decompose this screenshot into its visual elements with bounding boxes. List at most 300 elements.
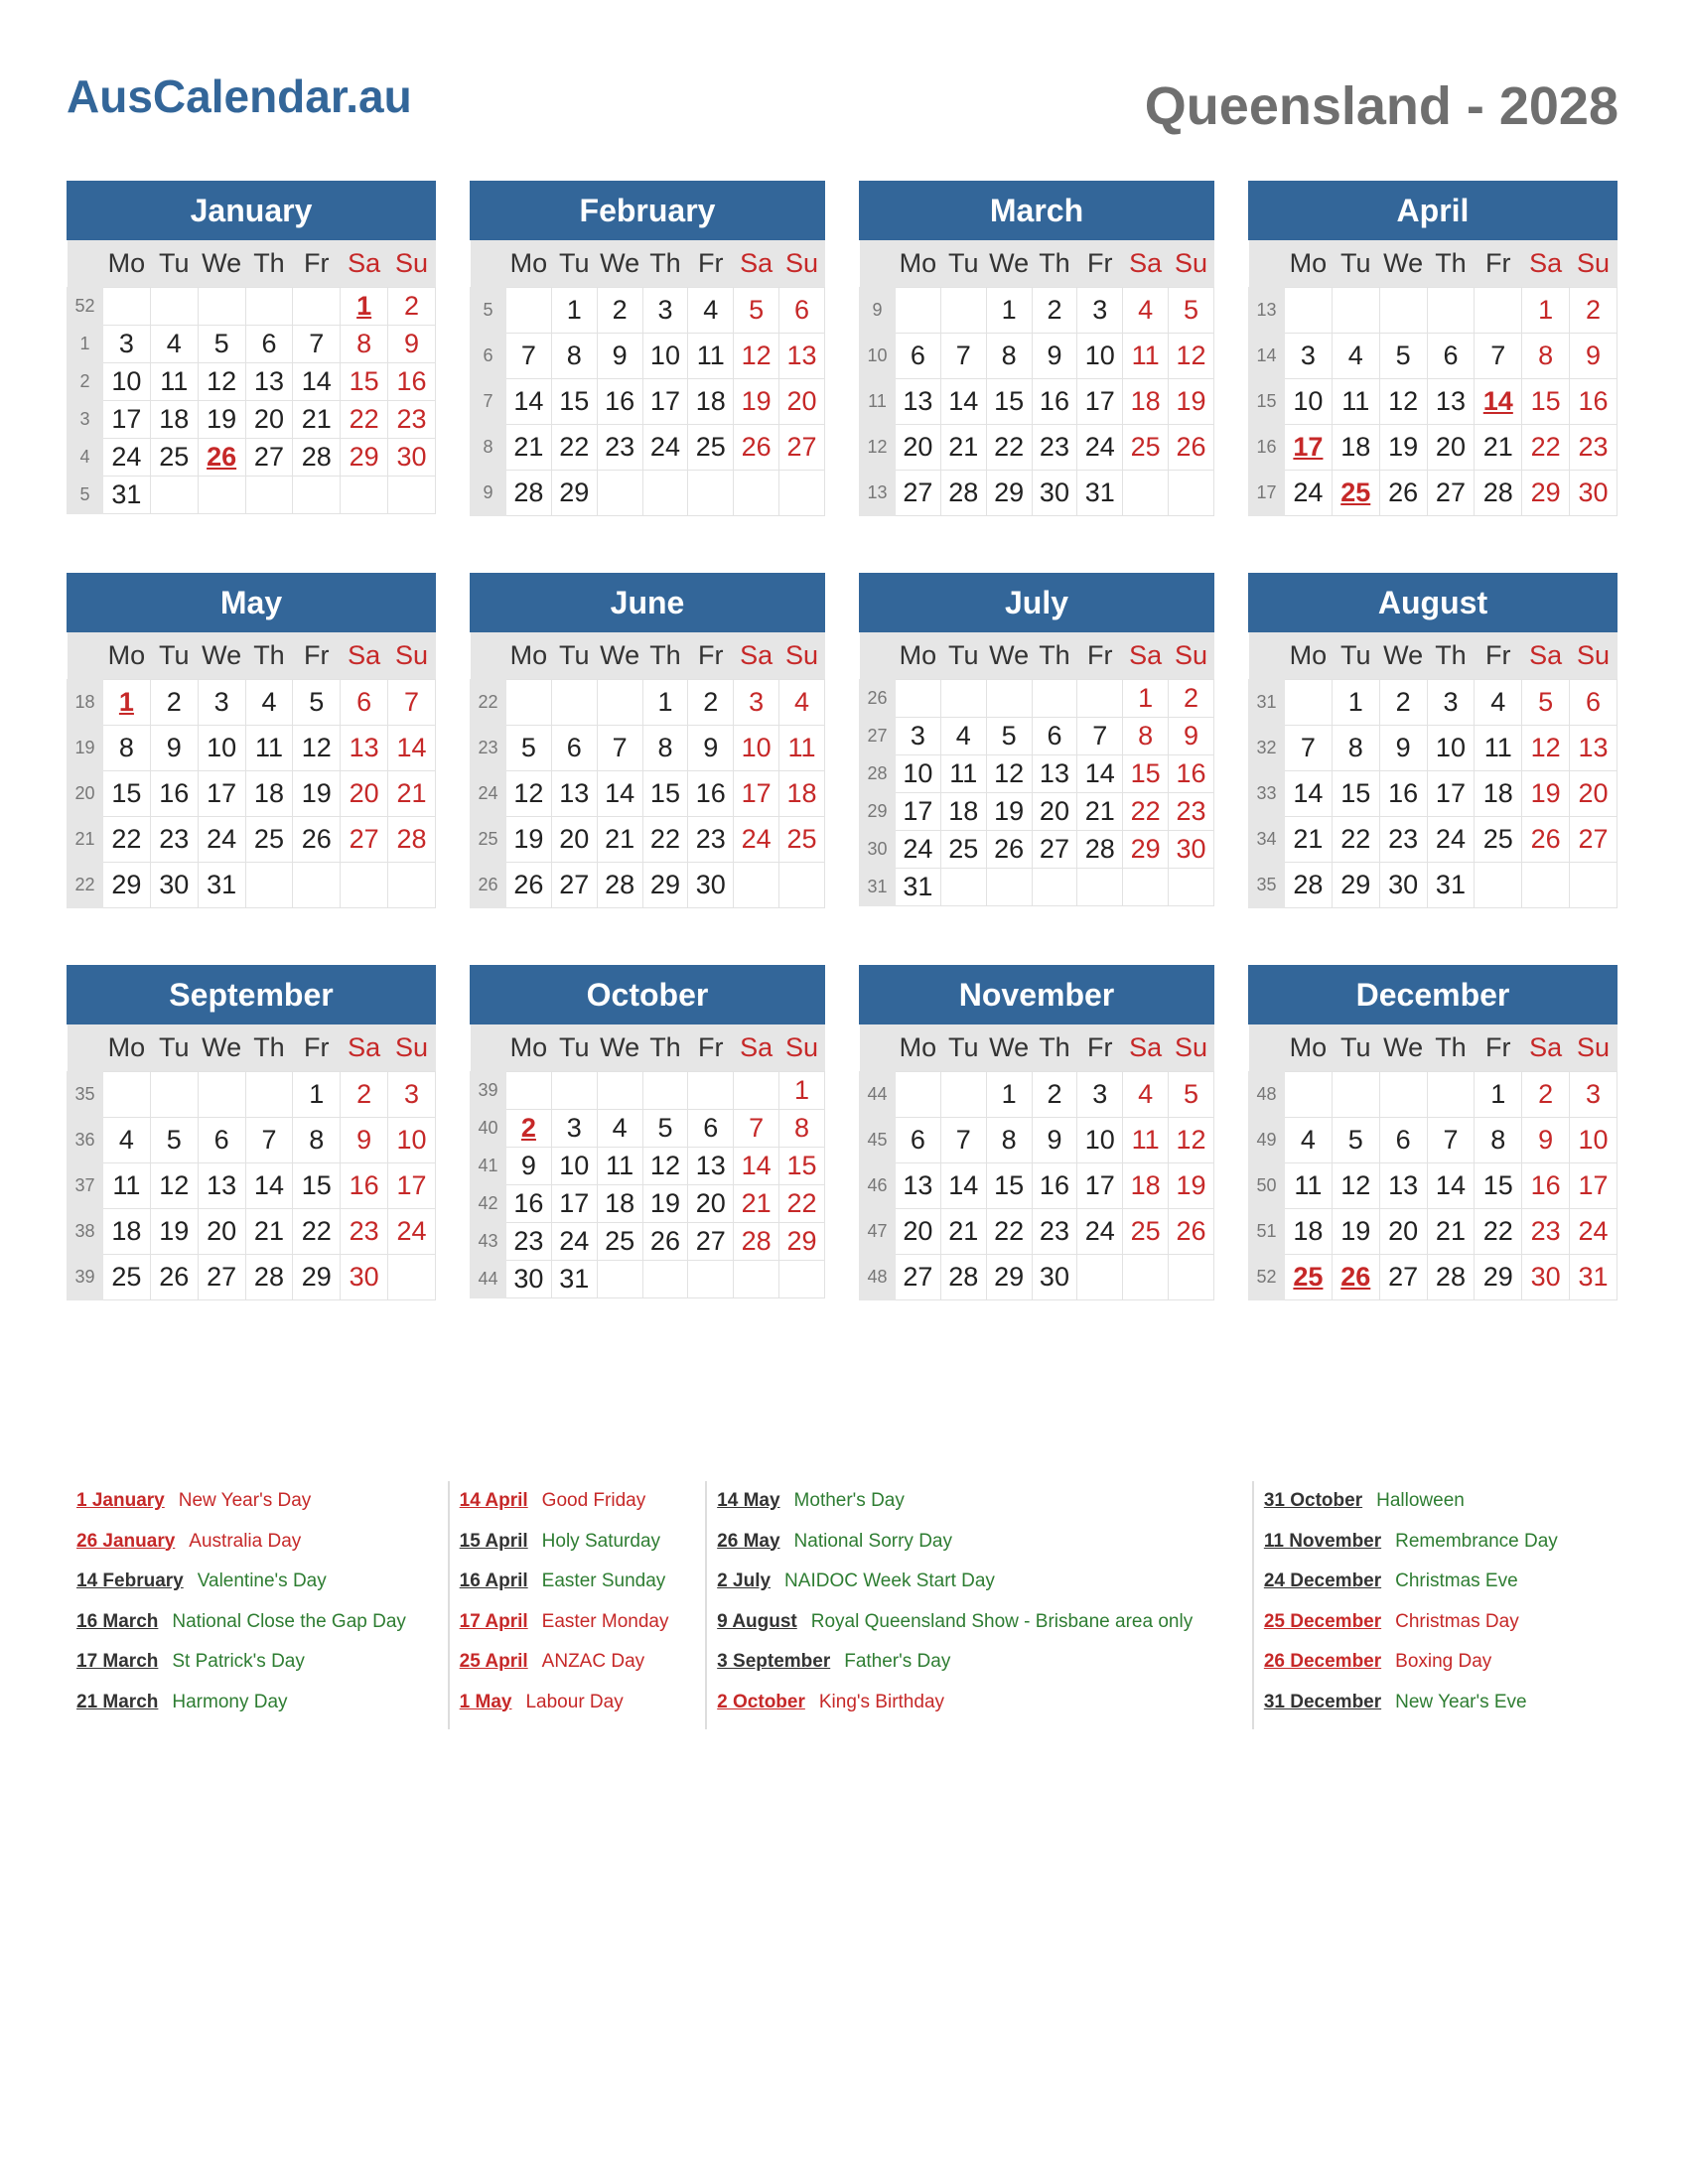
day-cell[interactable]: 27: [896, 1255, 941, 1300]
day-cell[interactable]: 28: [734, 1223, 779, 1261]
day-cell[interactable]: 3: [1285, 334, 1333, 379]
day-cell[interactable]: 9: [1379, 726, 1427, 771]
day-cell[interactable]: 7: [597, 726, 642, 771]
day-cell[interactable]: 14: [1077, 755, 1123, 793]
day-cell[interactable]: 16: [1169, 755, 1214, 793]
day-cell[interactable]: 8: [293, 1118, 341, 1163]
day-cell[interactable]: 30: [1379, 863, 1427, 908]
day-cell[interactable]: 27: [551, 863, 597, 908]
day-cell[interactable]: 8: [986, 334, 1032, 379]
day-cell[interactable]: 13: [198, 1163, 245, 1209]
day-cell[interactable]: 12: [150, 1163, 198, 1209]
day-cell[interactable]: 3: [198, 680, 245, 726]
day-cell[interactable]: 13: [1427, 379, 1475, 425]
day-cell[interactable]: 17: [103, 401, 151, 439]
day-cell[interactable]: 6: [1570, 680, 1618, 726]
day-cell[interactable]: 17: [551, 1185, 597, 1223]
day-cell[interactable]: 10: [1077, 1118, 1123, 1163]
day-cell[interactable]: 26: [986, 831, 1032, 869]
day-cell[interactable]: 30: [388, 439, 436, 477]
day-cell[interactable]: 30: [506, 1261, 552, 1298]
day-cell[interactable]: 19: [198, 401, 245, 439]
day-cell[interactable]: 11: [1285, 1163, 1333, 1209]
day-cell[interactable]: 26: [1169, 1209, 1214, 1255]
day-cell[interactable]: 16: [597, 379, 642, 425]
day-cell[interactable]: 19: [1522, 771, 1570, 817]
day-cell[interactable]: 24: [896, 831, 941, 869]
day-cell[interactable]: 22: [986, 1209, 1032, 1255]
day-cell[interactable]: 1: [1123, 680, 1169, 718]
day-cell[interactable]: 30: [341, 1255, 388, 1300]
day-cell[interactable]: 20: [779, 379, 825, 425]
day-cell[interactable]: 30: [150, 863, 198, 908]
day-cell[interactable]: 14: [245, 1163, 293, 1209]
day-cell[interactable]: 3: [734, 680, 779, 726]
day-cell[interactable]: 15: [103, 771, 151, 817]
day-cell[interactable]: 7: [293, 326, 341, 363]
day-cell[interactable]: 29: [986, 471, 1032, 516]
day-cell[interactable]: 3: [551, 1110, 597, 1148]
day-cell[interactable]: 7: [940, 334, 986, 379]
legend-date[interactable]: 1 May: [459, 1691, 512, 1712]
day-cell[interactable]: 19: [986, 793, 1032, 831]
holiday-day-cell[interactable]: 2: [506, 1110, 552, 1148]
day-cell[interactable]: 6: [779, 288, 825, 334]
day-cell[interactable]: 23: [150, 817, 198, 863]
day-cell[interactable]: 6: [1032, 718, 1077, 755]
day-cell[interactable]: 28: [293, 439, 341, 477]
day-cell[interactable]: 3: [388, 1072, 436, 1118]
day-cell[interactable]: 15: [986, 1163, 1032, 1209]
legend-date[interactable]: 24 December: [1263, 1570, 1382, 1591]
day-cell[interactable]: 10: [734, 726, 779, 771]
day-cell[interactable]: 20: [1032, 793, 1077, 831]
day-cell[interactable]: 6: [688, 1110, 734, 1148]
day-cell[interactable]: 9: [1032, 1118, 1077, 1163]
day-cell[interactable]: 10: [896, 755, 941, 793]
day-cell[interactable]: 7: [1285, 726, 1333, 771]
day-cell[interactable]: 6: [341, 680, 388, 726]
day-cell[interactable]: 31: [896, 869, 941, 906]
day-cell[interactable]: 14: [597, 771, 642, 817]
day-cell[interactable]: 2: [150, 680, 198, 726]
day-cell[interactable]: 5: [1522, 680, 1570, 726]
day-cell[interactable]: 2: [1032, 1072, 1077, 1118]
day-cell[interactable]: 2: [1169, 680, 1214, 718]
day-cell[interactable]: 12: [1169, 334, 1214, 379]
day-cell[interactable]: 21: [388, 771, 436, 817]
day-cell[interactable]: 7: [388, 680, 436, 726]
legend-date[interactable]: 14 May: [717, 1490, 780, 1511]
day-cell[interactable]: 7: [1427, 1118, 1475, 1163]
legend-date[interactable]: 25 April: [459, 1651, 528, 1672]
day-cell[interactable]: 17: [198, 771, 245, 817]
day-cell[interactable]: 7: [940, 1118, 986, 1163]
day-cell[interactable]: 24: [642, 425, 688, 471]
day-cell[interactable]: 8: [642, 726, 688, 771]
day-cell[interactable]: 5: [1332, 1118, 1379, 1163]
day-cell[interactable]: 19: [1169, 379, 1214, 425]
day-cell[interactable]: 16: [1032, 1163, 1077, 1209]
day-cell[interactable]: 1: [1475, 1072, 1522, 1118]
day-cell[interactable]: 18: [1123, 379, 1169, 425]
day-cell[interactable]: 27: [779, 425, 825, 471]
day-cell[interactable]: 15: [551, 379, 597, 425]
day-cell[interactable]: 20: [551, 817, 597, 863]
day-cell[interactable]: 2: [597, 288, 642, 334]
day-cell[interactable]: 5: [1169, 1072, 1214, 1118]
day-cell[interactable]: 24: [1077, 1209, 1123, 1255]
day-cell[interactable]: 13: [1379, 1163, 1427, 1209]
day-cell[interactable]: 8: [1123, 718, 1169, 755]
day-cell[interactable]: 31: [1570, 1255, 1618, 1300]
day-cell[interactable]: 20: [896, 1209, 941, 1255]
holiday-day-cell[interactable]: 25: [1332, 471, 1379, 516]
day-cell[interactable]: 19: [1332, 1209, 1379, 1255]
day-cell[interactable]: 11: [688, 334, 734, 379]
day-cell[interactable]: 6: [551, 726, 597, 771]
day-cell[interactable]: 21: [940, 1209, 986, 1255]
day-cell[interactable]: 21: [1285, 817, 1333, 863]
day-cell[interactable]: 21: [1475, 425, 1522, 471]
day-cell[interactable]: 4: [940, 718, 986, 755]
day-cell[interactable]: 10: [103, 363, 151, 401]
day-cell[interactable]: 3: [1077, 1072, 1123, 1118]
day-cell[interactable]: 19: [1169, 1163, 1214, 1209]
day-cell[interactable]: 12: [198, 363, 245, 401]
day-cell[interactable]: 5: [506, 726, 552, 771]
day-cell[interactable]: 27: [896, 471, 941, 516]
day-cell[interactable]: 24: [1570, 1209, 1618, 1255]
day-cell[interactable]: 15: [1475, 1163, 1522, 1209]
day-cell[interactable]: 25: [1123, 1209, 1169, 1255]
day-cell[interactable]: 7: [1475, 334, 1522, 379]
day-cell[interactable]: 12: [1522, 726, 1570, 771]
day-cell[interactable]: 20: [1427, 425, 1475, 471]
day-cell[interactable]: 24: [1427, 817, 1475, 863]
day-cell[interactable]: 26: [642, 1223, 688, 1261]
day-cell[interactable]: 18: [1123, 1163, 1169, 1209]
day-cell[interactable]: 21: [293, 401, 341, 439]
day-cell[interactable]: 29: [551, 471, 597, 516]
legend-date[interactable]: 17 March: [76, 1651, 159, 1672]
day-cell[interactable]: 12: [642, 1148, 688, 1185]
legend-date[interactable]: 31 December: [1263, 1691, 1382, 1712]
day-cell[interactable]: 25: [1123, 425, 1169, 471]
day-cell[interactable]: 15: [986, 379, 1032, 425]
day-cell[interactable]: 2: [1522, 1072, 1570, 1118]
day-cell[interactable]: 16: [388, 363, 436, 401]
day-cell[interactable]: 4: [779, 680, 825, 726]
day-cell[interactable]: 25: [940, 831, 986, 869]
day-cell[interactable]: 3: [896, 718, 941, 755]
legend-date[interactable]: 14 February: [76, 1570, 184, 1591]
day-cell[interactable]: 8: [1475, 1118, 1522, 1163]
day-cell[interactable]: 18: [597, 1185, 642, 1223]
day-cell[interactable]: 11: [1332, 379, 1379, 425]
legend-date[interactable]: 17 April: [459, 1610, 528, 1632]
day-cell[interactable]: 23: [1032, 425, 1077, 471]
day-cell[interactable]: 24: [734, 817, 779, 863]
day-cell[interactable]: 5: [198, 326, 245, 363]
day-cell[interactable]: 9: [1169, 718, 1214, 755]
day-cell[interactable]: 28: [597, 863, 642, 908]
day-cell[interactable]: 15: [293, 1163, 341, 1209]
day-cell[interactable]: 31: [1077, 471, 1123, 516]
day-cell[interactable]: 28: [506, 471, 552, 516]
day-cell[interactable]: 24: [198, 817, 245, 863]
day-cell[interactable]: 4: [688, 288, 734, 334]
day-cell[interactable]: 30: [1522, 1255, 1570, 1300]
day-cell[interactable]: 25: [1475, 817, 1522, 863]
day-cell[interactable]: 23: [1169, 793, 1214, 831]
day-cell[interactable]: 2: [388, 288, 436, 326]
day-cell[interactable]: 31: [551, 1261, 597, 1298]
day-cell[interactable]: 27: [1032, 831, 1077, 869]
day-cell[interactable]: 29: [642, 863, 688, 908]
site-logo[interactable]: AusCalendar.au: [67, 70, 412, 122]
day-cell[interactable]: 30: [1169, 831, 1214, 869]
day-cell[interactable]: 9: [388, 326, 436, 363]
day-cell[interactable]: 27: [688, 1223, 734, 1261]
day-cell[interactable]: 23: [597, 425, 642, 471]
day-cell[interactable]: 22: [642, 817, 688, 863]
day-cell[interactable]: 2: [1379, 680, 1427, 726]
day-cell[interactable]: 21: [940, 425, 986, 471]
holiday-day-cell[interactable]: 26: [1332, 1255, 1379, 1300]
day-cell[interactable]: 17: [1570, 1163, 1618, 1209]
day-cell[interactable]: 14: [940, 1163, 986, 1209]
day-cell[interactable]: 13: [896, 379, 941, 425]
day-cell[interactable]: 15: [779, 1148, 825, 1185]
day-cell[interactable]: 22: [986, 425, 1032, 471]
day-cell[interactable]: 23: [506, 1223, 552, 1261]
day-cell[interactable]: 26: [293, 817, 341, 863]
legend-date[interactable]: 25 December: [1263, 1610, 1382, 1632]
day-cell[interactable]: 5: [1379, 334, 1427, 379]
day-cell[interactable]: 1: [642, 680, 688, 726]
day-cell[interactable]: 25: [779, 817, 825, 863]
day-cell[interactable]: 23: [1522, 1209, 1570, 1255]
day-cell[interactable]: 3: [1427, 680, 1475, 726]
legend-date[interactable]: 11 November: [1263, 1530, 1382, 1552]
day-cell[interactable]: 19: [150, 1209, 198, 1255]
day-cell[interactable]: 31: [103, 477, 151, 514]
day-cell[interactable]: 23: [1032, 1209, 1077, 1255]
day-cell[interactable]: 11: [597, 1148, 642, 1185]
day-cell[interactable]: 13: [1570, 726, 1618, 771]
day-cell[interactable]: 30: [1570, 471, 1618, 516]
day-cell[interactable]: 11: [1123, 334, 1169, 379]
day-cell[interactable]: 21: [1427, 1209, 1475, 1255]
day-cell[interactable]: 25: [597, 1223, 642, 1261]
day-cell[interactable]: 11: [150, 363, 198, 401]
day-cell[interactable]: 9: [688, 726, 734, 771]
day-cell[interactable]: 22: [779, 1185, 825, 1223]
day-cell[interactable]: 22: [341, 401, 388, 439]
day-cell[interactable]: 5: [150, 1118, 198, 1163]
day-cell[interactable]: 22: [103, 817, 151, 863]
day-cell[interactable]: 18: [940, 793, 986, 831]
day-cell[interactable]: 13: [896, 1163, 941, 1209]
legend-date[interactable]: 2 July: [717, 1570, 772, 1591]
day-cell[interactable]: 25: [150, 439, 198, 477]
day-cell[interactable]: 15: [1332, 771, 1379, 817]
day-cell[interactable]: 25: [688, 425, 734, 471]
day-cell[interactable]: 17: [734, 771, 779, 817]
day-cell[interactable]: 5: [293, 680, 341, 726]
day-cell[interactable]: 7: [1077, 718, 1123, 755]
day-cell[interactable]: 20: [896, 425, 941, 471]
day-cell[interactable]: 28: [1285, 863, 1333, 908]
holiday-day-cell[interactable]: 1: [341, 288, 388, 326]
day-cell[interactable]: 12: [293, 726, 341, 771]
day-cell[interactable]: 29: [1475, 1255, 1522, 1300]
holiday-day-cell[interactable]: 14: [1475, 379, 1522, 425]
day-cell[interactable]: 30: [1032, 1255, 1077, 1300]
legend-date[interactable]: 2 October: [717, 1691, 805, 1712]
day-cell[interactable]: 11: [1123, 1118, 1169, 1163]
legend-date[interactable]: 3 September: [717, 1651, 831, 1672]
day-cell[interactable]: 13: [1032, 755, 1077, 793]
day-cell[interactable]: 24: [1285, 471, 1333, 516]
day-cell[interactable]: 7: [734, 1110, 779, 1148]
day-cell[interactable]: 4: [1123, 288, 1169, 334]
day-cell[interactable]: 29: [293, 1255, 341, 1300]
day-cell[interactable]: 18: [1285, 1209, 1333, 1255]
day-cell[interactable]: 28: [1475, 471, 1522, 516]
day-cell[interactable]: 15: [1123, 755, 1169, 793]
day-cell[interactable]: 18: [150, 401, 198, 439]
day-cell[interactable]: 18: [1332, 425, 1379, 471]
day-cell[interactable]: 2: [341, 1072, 388, 1118]
day-cell[interactable]: 27: [1570, 817, 1618, 863]
day-cell[interactable]: 28: [1077, 831, 1123, 869]
day-cell[interactable]: 20: [198, 1209, 245, 1255]
day-cell[interactable]: 8: [103, 726, 151, 771]
day-cell[interactable]: 1: [779, 1072, 825, 1110]
day-cell[interactable]: 29: [986, 1255, 1032, 1300]
day-cell[interactable]: 25: [103, 1255, 151, 1300]
day-cell[interactable]: 1: [1332, 680, 1379, 726]
day-cell[interactable]: 28: [388, 817, 436, 863]
day-cell[interactable]: 17: [642, 379, 688, 425]
day-cell[interactable]: 23: [688, 817, 734, 863]
day-cell[interactable]: 27: [1427, 471, 1475, 516]
day-cell[interactable]: 22: [1123, 793, 1169, 831]
day-cell[interactable]: 7: [245, 1118, 293, 1163]
holiday-day-cell[interactable]: 26: [198, 439, 245, 477]
day-cell[interactable]: 24: [388, 1209, 436, 1255]
day-cell[interactable]: 12: [506, 771, 552, 817]
legend-date[interactable]: 16 March: [76, 1610, 159, 1632]
day-cell[interactable]: 20: [341, 771, 388, 817]
holiday-day-cell[interactable]: 25: [1285, 1255, 1333, 1300]
day-cell[interactable]: 4: [597, 1110, 642, 1148]
legend-date[interactable]: 26 May: [717, 1530, 780, 1552]
day-cell[interactable]: 28: [940, 1255, 986, 1300]
day-cell[interactable]: 27: [1379, 1255, 1427, 1300]
day-cell[interactable]: 13: [688, 1148, 734, 1185]
day-cell[interactable]: 4: [1332, 334, 1379, 379]
day-cell[interactable]: 18: [779, 771, 825, 817]
day-cell[interactable]: 4: [103, 1118, 151, 1163]
day-cell[interactable]: 1: [986, 288, 1032, 334]
day-cell[interactable]: 24: [1077, 425, 1123, 471]
day-cell[interactable]: 21: [1077, 793, 1123, 831]
day-cell[interactable]: 11: [940, 755, 986, 793]
day-cell[interactable]: 9: [341, 1118, 388, 1163]
day-cell[interactable]: 11: [1475, 726, 1522, 771]
day-cell[interactable]: 16: [150, 771, 198, 817]
day-cell[interactable]: 29: [1332, 863, 1379, 908]
day-cell[interactable]: 24: [551, 1223, 597, 1261]
day-cell[interactable]: 5: [734, 288, 779, 334]
day-cell[interactable]: 14: [293, 363, 341, 401]
day-cell[interactable]: 16: [341, 1163, 388, 1209]
day-cell[interactable]: 22: [1522, 425, 1570, 471]
day-cell[interactable]: 26: [506, 863, 552, 908]
day-cell[interactable]: 10: [1570, 1118, 1618, 1163]
day-cell[interactable]: 12: [734, 334, 779, 379]
day-cell[interactable]: 1: [986, 1072, 1032, 1118]
day-cell[interactable]: 1: [293, 1072, 341, 1118]
day-cell[interactable]: 6: [1427, 334, 1475, 379]
day-cell[interactable]: 17: [896, 793, 941, 831]
day-cell[interactable]: 28: [1427, 1255, 1475, 1300]
day-cell[interactable]: 27: [341, 817, 388, 863]
day-cell[interactable]: 18: [245, 771, 293, 817]
day-cell[interactable]: 30: [688, 863, 734, 908]
day-cell[interactable]: 22: [1475, 1209, 1522, 1255]
day-cell[interactable]: 16: [1570, 379, 1618, 425]
day-cell[interactable]: 17: [1077, 379, 1123, 425]
day-cell[interactable]: 10: [551, 1148, 597, 1185]
day-cell[interactable]: 31: [1427, 863, 1475, 908]
day-cell[interactable]: 9: [597, 334, 642, 379]
day-cell[interactable]: 22: [293, 1209, 341, 1255]
day-cell[interactable]: 6: [896, 1118, 941, 1163]
day-cell[interactable]: 11: [245, 726, 293, 771]
day-cell[interactable]: 9: [1570, 334, 1618, 379]
day-cell[interactable]: 3: [1077, 288, 1123, 334]
day-cell[interactable]: 17: [1077, 1163, 1123, 1209]
day-cell[interactable]: 13: [245, 363, 293, 401]
day-cell[interactable]: 19: [642, 1185, 688, 1223]
day-cell[interactable]: 4: [245, 680, 293, 726]
day-cell[interactable]: 15: [341, 363, 388, 401]
day-cell[interactable]: 26: [734, 425, 779, 471]
day-cell[interactable]: 15: [1522, 379, 1570, 425]
day-cell[interactable]: 21: [597, 817, 642, 863]
day-cell[interactable]: 12: [1332, 1163, 1379, 1209]
holiday-day-cell[interactable]: 1: [103, 680, 151, 726]
holiday-day-cell[interactable]: 17: [1285, 425, 1333, 471]
day-cell[interactable]: 4: [150, 326, 198, 363]
day-cell[interactable]: 8: [1522, 334, 1570, 379]
day-cell[interactable]: 14: [940, 379, 986, 425]
day-cell[interactable]: 29: [1522, 471, 1570, 516]
day-cell[interactable]: 19: [734, 379, 779, 425]
day-cell[interactable]: 16: [1379, 771, 1427, 817]
day-cell[interactable]: 10: [388, 1118, 436, 1163]
day-cell[interactable]: 19: [1379, 425, 1427, 471]
day-cell[interactable]: 26: [1522, 817, 1570, 863]
day-cell[interactable]: 22: [551, 425, 597, 471]
day-cell[interactable]: 18: [103, 1209, 151, 1255]
day-cell[interactable]: 30: [1032, 471, 1077, 516]
day-cell[interactable]: 9: [1522, 1118, 1570, 1163]
